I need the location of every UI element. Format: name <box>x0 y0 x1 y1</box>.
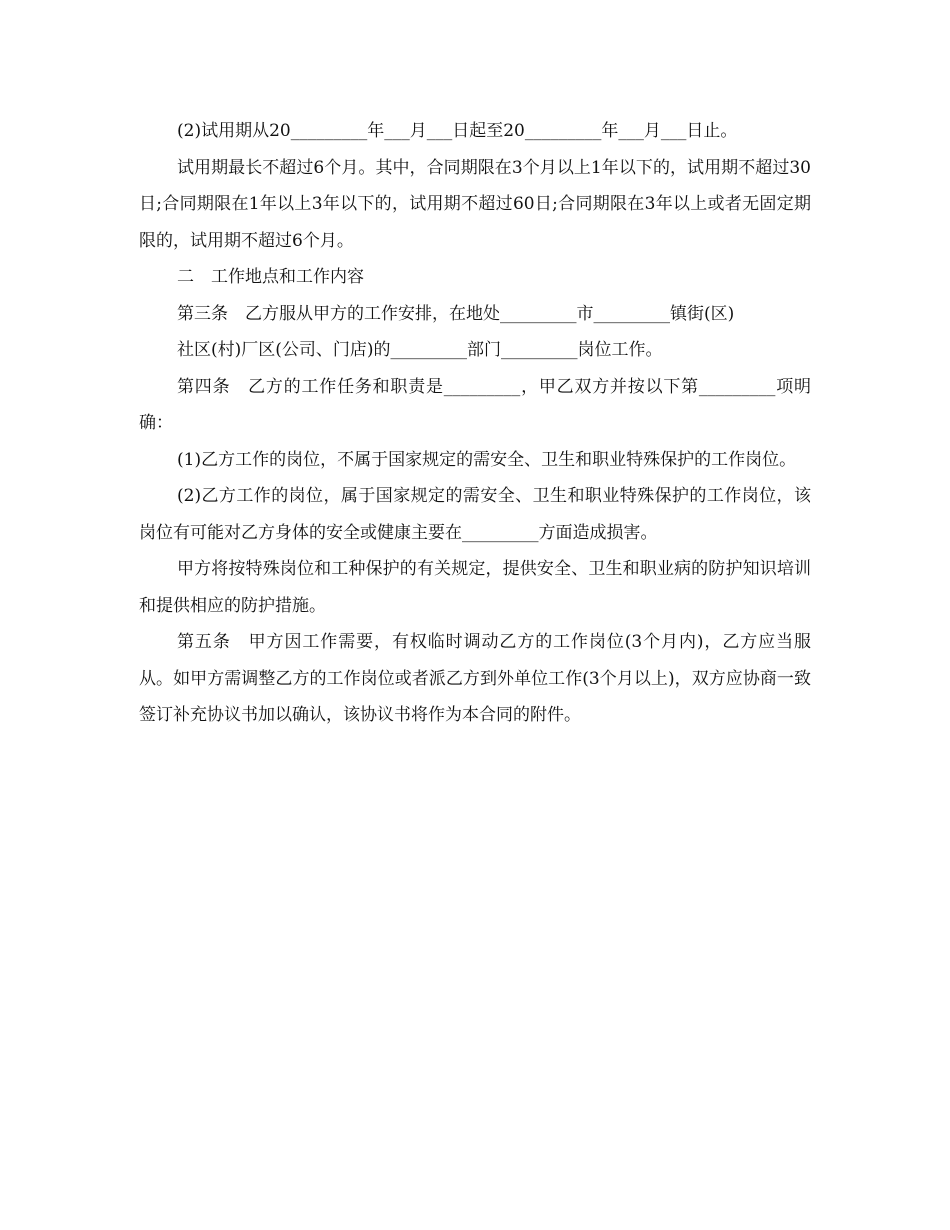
paragraph-probation-dates: (2)试用期从20_________年___月___日起至20_________年___月___日止。 <box>177 121 738 141</box>
paragraph-article-3: 第三条 乙方服从甲方的工作安排，在地处_________市_________镇街(区) <box>177 303 735 324</box>
paragraph-article-4-option-1: (1)乙方工作的岗位，不属于国家规定的需安全、卫生和职业特殊保护的工作岗位。 <box>177 449 797 470</box>
document-body <box>139 113 811 734</box>
section-heading-work-location: 二 工作地点和工作内容 <box>177 267 364 287</box>
paragraph-article-4-option-2: (2)乙方工作的岗位，属于国家规定的需安全、卫生和职业特殊保护的工作岗位，该岗位有可能对乙方身体的安全或健康主要在_________方面造成损害。 <box>139 486 811 543</box>
paragraph-probation-limits: 试用期最长不超过6个月。其中，合同期限在3个月以上1年以下的，试用期不超过30日;合同期限在1年以上3年以下的，试用期不超过60日;合同期限在3年以上或者无固定期限的，试用期不超过6个月。 <box>139 157 811 251</box>
paragraph-article-5: 第五条 甲方因工作需要，有权临时调动乙方的工作岗位(3个月内)，乙方应当服从。如甲方需调整乙方的工作岗位或者派乙方到外单位工作(3个月以上)，双方应协商一致签订补充协议书加以确认，该协议书将作为本合同的附件。 <box>139 632 811 725</box>
paragraph-article-3-continued: 社区(村)厂区(公司、门店)的_________部门_________岗位工作。 <box>177 340 663 360</box>
paragraph-article-4: 第四条 乙方的工作任务和职责是_________，甲乙双方并按以下第_________项明确： <box>139 376 811 433</box>
paragraph-protection-measures: 甲方将按特殊岗位和工种保护的有关规定，提供安全、卫生和职业病的防护知识培训和提供相应的防护措施。 <box>139 559 811 616</box>
